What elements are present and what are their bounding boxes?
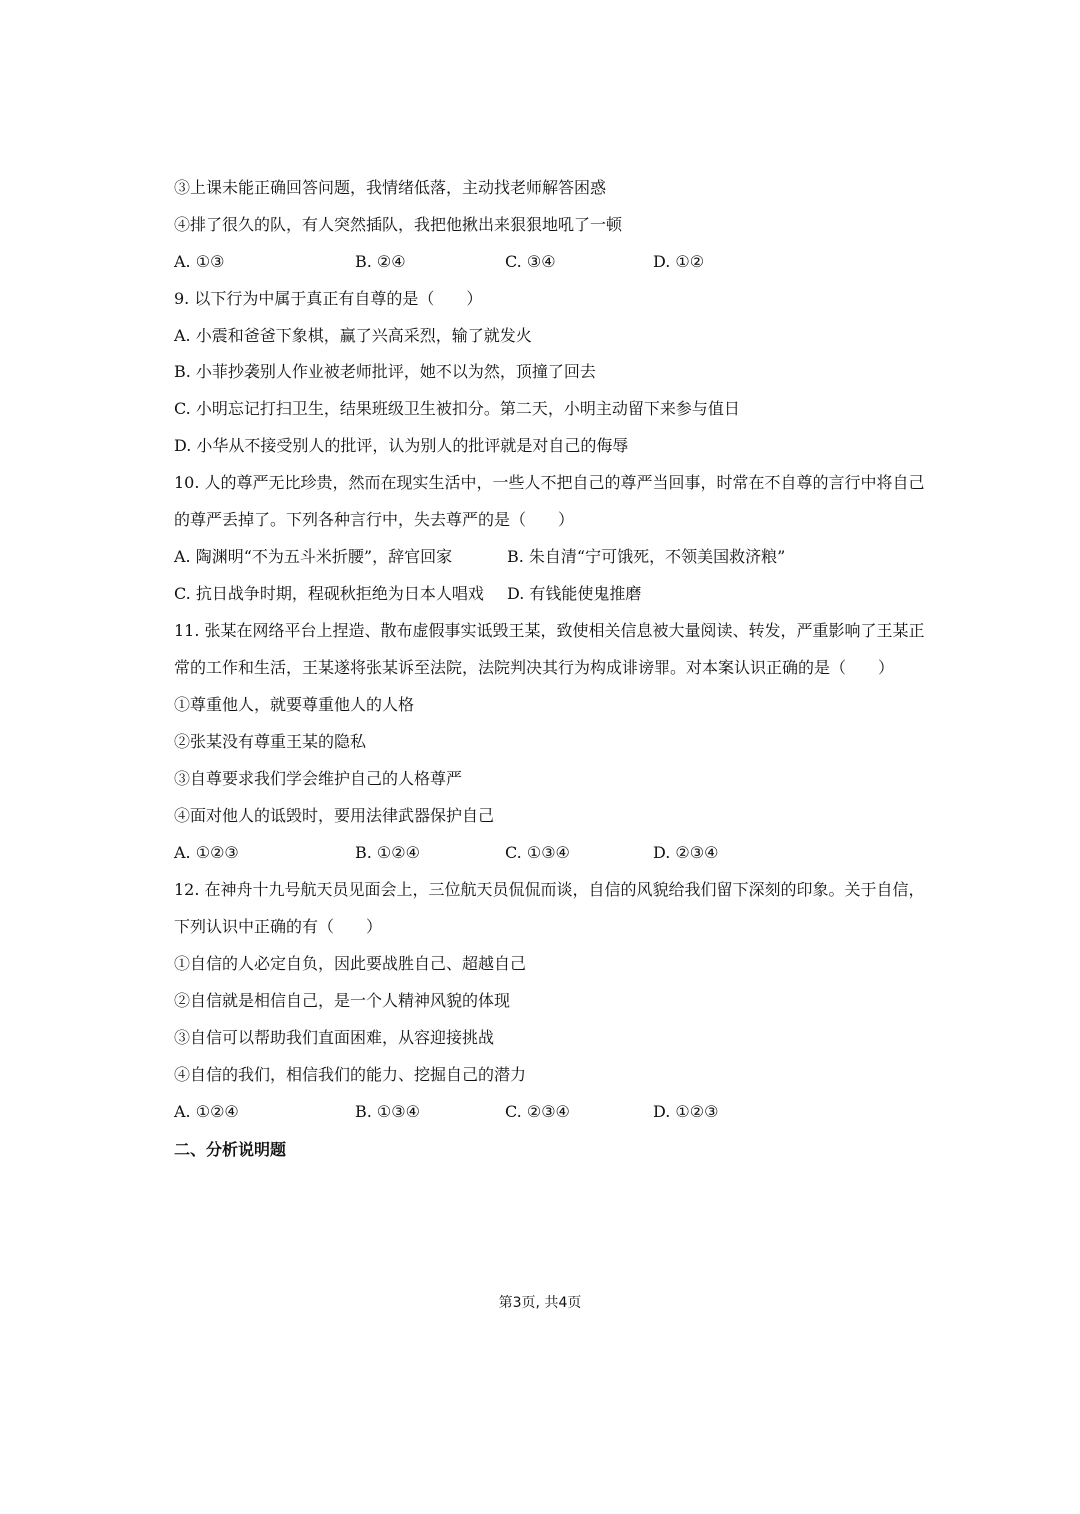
q12-option-b: B. ①③④ (355, 1102, 420, 1121)
q12-statement-3: ③自信可以帮助我们直面困难，从容迎接挑战 (174, 1028, 495, 1047)
q9-option-b: B. 小菲抄袭别人作业被老师批评，她不以为然，顶撞了回去 (174, 362, 596, 381)
q12-statement-2: ②自信就是相信自己，是一个人精神风貌的体现 (174, 991, 511, 1010)
q12-statement-1: ①自信的人必定自负，因此要战胜自己、超越自己 (174, 954, 527, 973)
q12-statement-4: ④自信的我们，相信我们的能力、挖掘自己的潜力 (174, 1065, 527, 1084)
q12-option-a: A. ①②④ (174, 1102, 239, 1121)
q11-option-c: C. ①③④ (505, 843, 570, 862)
q11-statement-3: ③自尊要求我们学会维护自己的人格尊严 (174, 769, 463, 788)
q11-option-d: D. ②③④ (653, 843, 719, 862)
q8-option-a: A. ①③ (174, 252, 225, 271)
q10-options-row1 (174, 545, 785, 569)
q10-options-row2 (174, 582, 641, 606)
q11-statement-4: ④面对他人的诋毁时，要用法律武器保护自己 (174, 806, 495, 825)
q10-stem-line1: 10. 人的尊严无比珍贵，然而在现实生活中，一些人不把自己的尊严当回事，时常在不自尊的言行中将自己 (174, 473, 925, 492)
q10-option-c: C. 抗日战争时期，程砚秋拒绝为日本人唱戏 (174, 584, 484, 603)
q9-stem: 9. 以下行为中属于真正有自尊的是（ ） (174, 289, 483, 308)
q11-stem-line2: 常的工作和生活，王某遂将张某诉至法院，法院判决其行为构成诽谤罪。对本案认识正确的是（ ） (174, 658, 895, 677)
q9-option-c: C. 小明忘记打扫卫生，结果班级卫生被扣分。第二天，小明主动留下来参与值日 (174, 399, 740, 418)
page-number: 第3页, 共4页 (498, 1295, 582, 1311)
q10-option-d: D. 有钱能使鬼推磨 (507, 584, 642, 603)
q10-option-b: B. 朱自清“宁可饿死，不领美国救济粮” (507, 547, 786, 566)
q11-statement-1: ①尊重他人，就要尊重他人的人格 (174, 695, 415, 714)
q8-statement-3: ③上课未能正确回答问题，我情绪低落，主动找老师解答困惑 (174, 178, 607, 197)
q11-stem-line1: 11. 张某在网络平台上捏造、散布虚假事实诋毁王某，致使相关信息被大量阅读、转发，严重影响了王某正 (174, 621, 925, 640)
q8-option-c: C. ③④ (505, 252, 556, 271)
q12-option-c: C. ②③④ (505, 1102, 570, 1121)
q12-options (174, 1100, 718, 1124)
q8-option-d: D. ①② (653, 252, 705, 271)
q8-option-b: B. ②④ (355, 252, 406, 271)
q11-option-a: A. ①②③ (174, 843, 239, 862)
q11-statement-2: ②张某没有尊重王某的隐私 (174, 732, 367, 751)
q8-statement-4: ④排了很久的队，有人突然插队，我把他揪出来狠狠地吼了一顿 (174, 215, 623, 234)
q11-option-b: B. ①②④ (355, 843, 420, 862)
q8-options (174, 250, 704, 274)
q10-stem-line2: 的尊严丢掉了。下列各种言行中，失去尊严的是（ ） (174, 510, 575, 529)
q12-option-d: D. ①②③ (653, 1102, 719, 1121)
q12-stem-line1: 12. 在神舟十九号航天员见面会上，三位航天员侃侃而谈，自信的风貌给我们留下深刻的印象。关于自信， (174, 880, 925, 899)
q11-options (174, 841, 718, 865)
q12-stem-line2: 下列认识中正确的有（ ） (174, 917, 383, 936)
q9-option-d: D. 小华从不接受别人的批评，认为别人的批评就是对自己的侮辱 (174, 436, 629, 455)
q9-option-a: A. 小震和爸爸下象棋，赢了兴高采烈，输了就发火 (174, 326, 532, 345)
section-heading: 二、分析说明题 (174, 1140, 287, 1159)
q10-option-a: A. 陶渊明“不为五斗米折腰”，辞官回家 (174, 547, 453, 566)
